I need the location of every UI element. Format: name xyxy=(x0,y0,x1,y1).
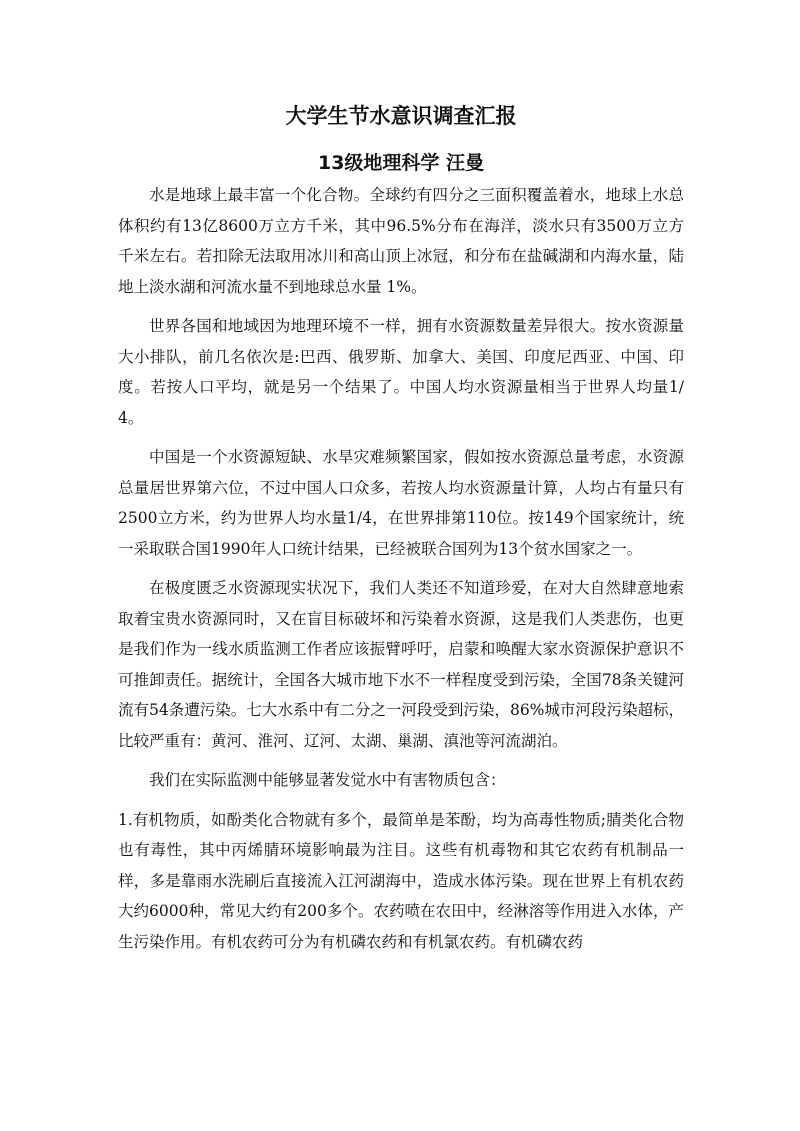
document-title: 大学生节水意识调查汇报 xyxy=(285,104,517,128)
document-subtitle: 13级地理科学 汪曼 xyxy=(317,152,485,174)
document-page xyxy=(118,0,684,1131)
paragraph-pollution: 在极度匮乏水资源现实状况下，我们人类还不知道珍爱，在对大自然肆意地索取着宝贵水资源同时，又在盲目标破坏和污染着水资源，这是我们人类悲伤，也更是我们作为一线水质监测工作者应该振臂呼吁，启蒙和唤醒大家水资源保护意识不可推卸责任。据统计，全国各大城市地下水不一样程度受到污染，全国78条关键河流有54条遭污染。七大水系中有二分之一河段受到污染，86%城市河段污染超标，比较严重有：黄河、淮河、辽河、太湖、巢湖、滇池等河流湖泊。 xyxy=(118,579,684,750)
paragraph-water-overview: 水是地球上最丰富一个化合物。全球约有四分之三面积覆盖着水，地球上水总体积约有13亿8600万立方千米，其中96.5%分布在海洋，淡水只有3500万立方千米左右。若扣除无法取用冰川和高山顶上冰冠，和分布在盐碱湖和内海水量，陆地上淡水湖和河流水量不到地球总水量 1%。 xyxy=(118,186,684,296)
document-body xyxy=(118,180,684,957)
paragraph-china-shortage: 中国是一个水资源短缺、水旱灾难频繁国家，假如按水资源总量考虑，水资源总量居世界第六位，不过中国人口众多，若按人均水资源量计算，人均占有量只有2500立方米，约为世界人均水量1/4，在世界排第110位。按149个国家统计，统一采取联合国1990年人口统计结果，已经被联合国列为13个贫水国家之一。 xyxy=(118,448,684,558)
paragraph-harmful-substances-intro: 我们在实际监测中能够显著发觉水中有害物质包含： xyxy=(149,771,506,789)
paragraph-organic-substances: 1.有机物质，如酚类化合物就有多个，最简单是苯酚，均为高毒性物质;腈类化合物也有毒性，其中丙烯腈环境影响最为注目。这些有机毒物和其它农药有机制品一样，多是靠雨水洗刷后直接流入江河湖海中，造成水体污染。现在世界上有机农药大约6000种，常见大约有200多个。农药喷在农田中，经淋溶等作用进入水体，产生污染作用。有机农药可分为有机磷农药和有机氯农药。有机磷农药 xyxy=(118,810,684,951)
paragraph-world-resources: 世界各国和地域因为地理环境不一样，拥有水资源数量差异很大。按水资源量大小排队，前几名依次是:巴西、俄罗斯、加拿大、美国、印度尼西亚、中国、印度。若按人口平均，就是另一个结果了。中国人均水资源量相当于世界人均量1/4。 xyxy=(118,317,684,427)
